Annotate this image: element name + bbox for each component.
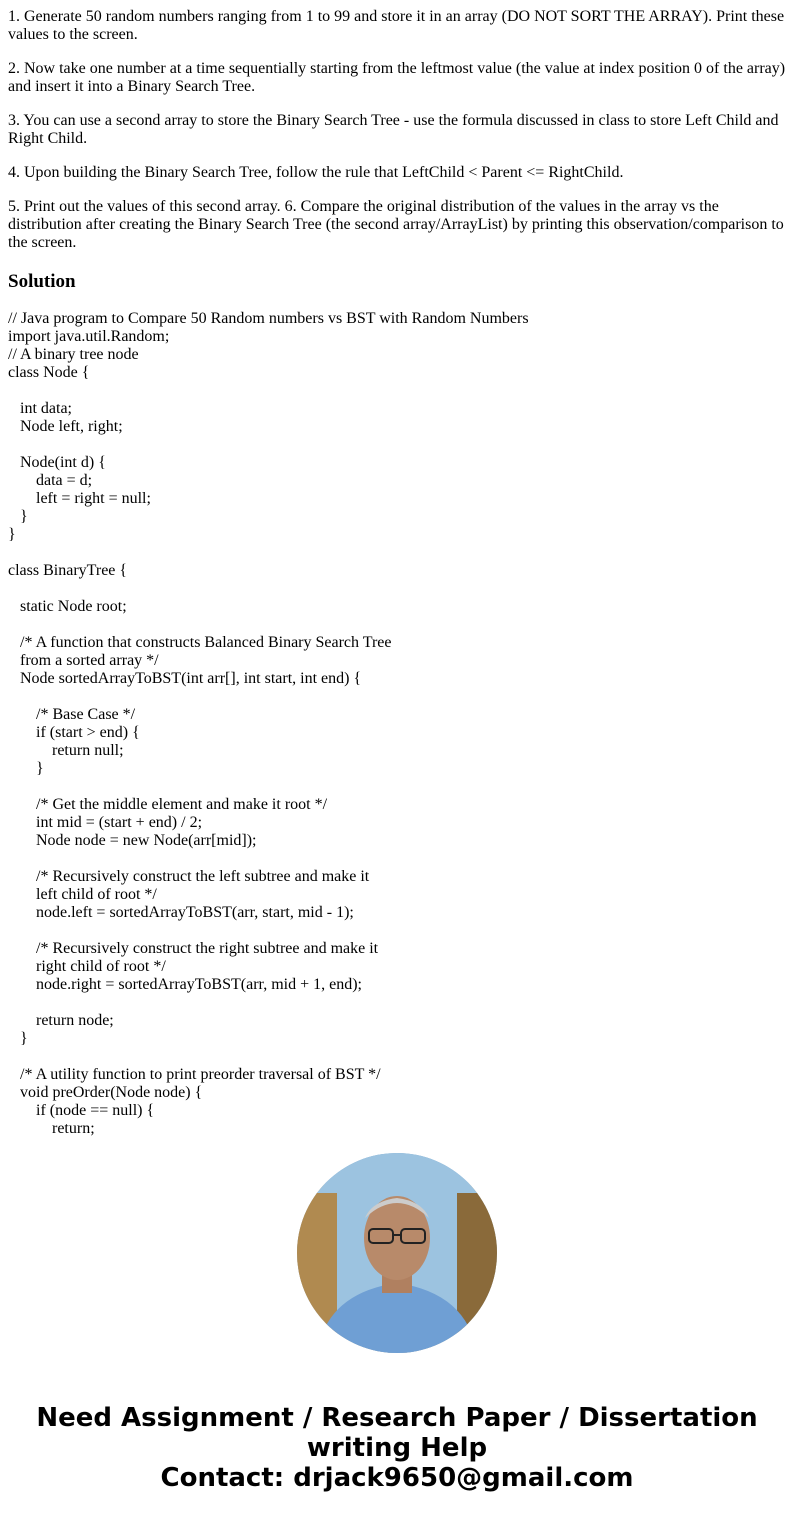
code-line: if (start > end) {	[36, 724, 140, 741]
code-line: import java.util.Random;	[8, 328, 170, 345]
code-line: }	[36, 760, 44, 777]
person-photo-icon	[297, 1153, 497, 1353]
code-line: }	[20, 1030, 28, 1047]
solution-heading: Solution	[8, 271, 76, 292]
author-portrait	[297, 1153, 497, 1353]
code-line: left = right = null;	[36, 490, 151, 507]
code-line: // A binary tree node	[8, 346, 139, 363]
code-line: if (node == null) {	[36, 1102, 155, 1119]
code-line: left child of root */	[36, 886, 157, 903]
code-line: }	[20, 508, 28, 525]
code-line: node.left = sortedArrayToBST(arr, start, mid - 1);	[36, 904, 354, 921]
code-line: data = d;	[36, 472, 93, 489]
code-line: class Node {	[8, 364, 90, 381]
footer-line-2: writing Help	[306, 1433, 488, 1463]
contact-footer	[0, 1403, 794, 1493]
question-step-5: 5. Print out the values of this second array. 6. Compare the original distribution of the values in the array vs the distribution after creating the Binary Search Tree (the second array/ArrayList) by printing this observation/comparison to the screen.	[8, 198, 784, 251]
code-line: return null;	[52, 742, 124, 759]
question-step-4: 4. Upon building the Binary Search Tree, follow the rule that LeftChild < Parent <= RightChild.	[8, 164, 624, 181]
code-line: return node;	[36, 1012, 114, 1029]
code-line	[8, 1048, 788, 1066]
code-line: return;	[52, 1120, 95, 1137]
code-line: node.right = sortedArrayToBST(arr, mid + 1, end);	[36, 976, 362, 993]
code-line	[8, 544, 788, 562]
code-line	[8, 850, 788, 868]
footer-contact: Contact: drjack9650@gmail.com	[160, 1463, 634, 1493]
code-line: void preOrder(Node node) {	[20, 1084, 203, 1101]
code-line: Node(int d) {	[20, 454, 106, 471]
code-line	[8, 994, 788, 1012]
code-line	[8, 922, 788, 940]
code-line: int data;	[20, 400, 72, 417]
code-line	[8, 436, 788, 454]
question-step-2: 2. Now take one number at a time sequentially starting from the leftmost value (the value at index position 0 of the array) and insert it into a Binary Search Tree.	[8, 60, 786, 95]
code-line: /* Base Case */	[36, 706, 136, 723]
code-line: /* Get the middle element and make it root */	[36, 796, 328, 813]
code-line: Node node = new Node(arr[mid]);	[36, 832, 257, 849]
code-line: /* A utility function to print preorder traversal of BST */	[20, 1066, 381, 1083]
code-line: /* Recursively construct the left subtree and make it	[36, 868, 370, 885]
code-line: right child of root */	[36, 958, 166, 975]
question-step-1: 1. Generate 50 random numbers ranging from 1 to 99 and store it in an array (DO NOT SORT THE ARRAY). Print these values to the screen.	[8, 8, 785, 43]
code-line	[8, 778, 788, 796]
code-line	[8, 616, 788, 634]
code-line: static Node root;	[20, 598, 127, 615]
code-line	[8, 580, 788, 598]
code-line: from a sorted array */	[20, 652, 159, 669]
code-line: Node left, right;	[20, 418, 123, 435]
code-block	[8, 310, 788, 1138]
code-line: }	[8, 526, 16, 543]
code-line	[8, 382, 788, 400]
code-line: /* A function that constructs Balanced Binary Search Tree	[20, 634, 392, 651]
footer-line-1: Need Assignment / Research Paper / Dissertation	[36, 1403, 758, 1433]
code-line: Node sortedArrayToBST(int arr[], int start, int end) {	[20, 670, 362, 687]
code-line: /* Recursively construct the right subtree and make it	[36, 940, 379, 957]
question-step-3: 3. You can use a second array to store the Binary Search Tree - use the formula discussed in class to store Left Child and Right Child.	[8, 112, 779, 147]
code-line: // Java program to Compare 50 Random numbers vs BST with Random Numbers	[8, 310, 529, 327]
code-line: int mid = (start + end) / 2;	[36, 814, 203, 831]
code-line: class BinaryTree {	[8, 562, 128, 579]
code-line	[8, 688, 788, 706]
